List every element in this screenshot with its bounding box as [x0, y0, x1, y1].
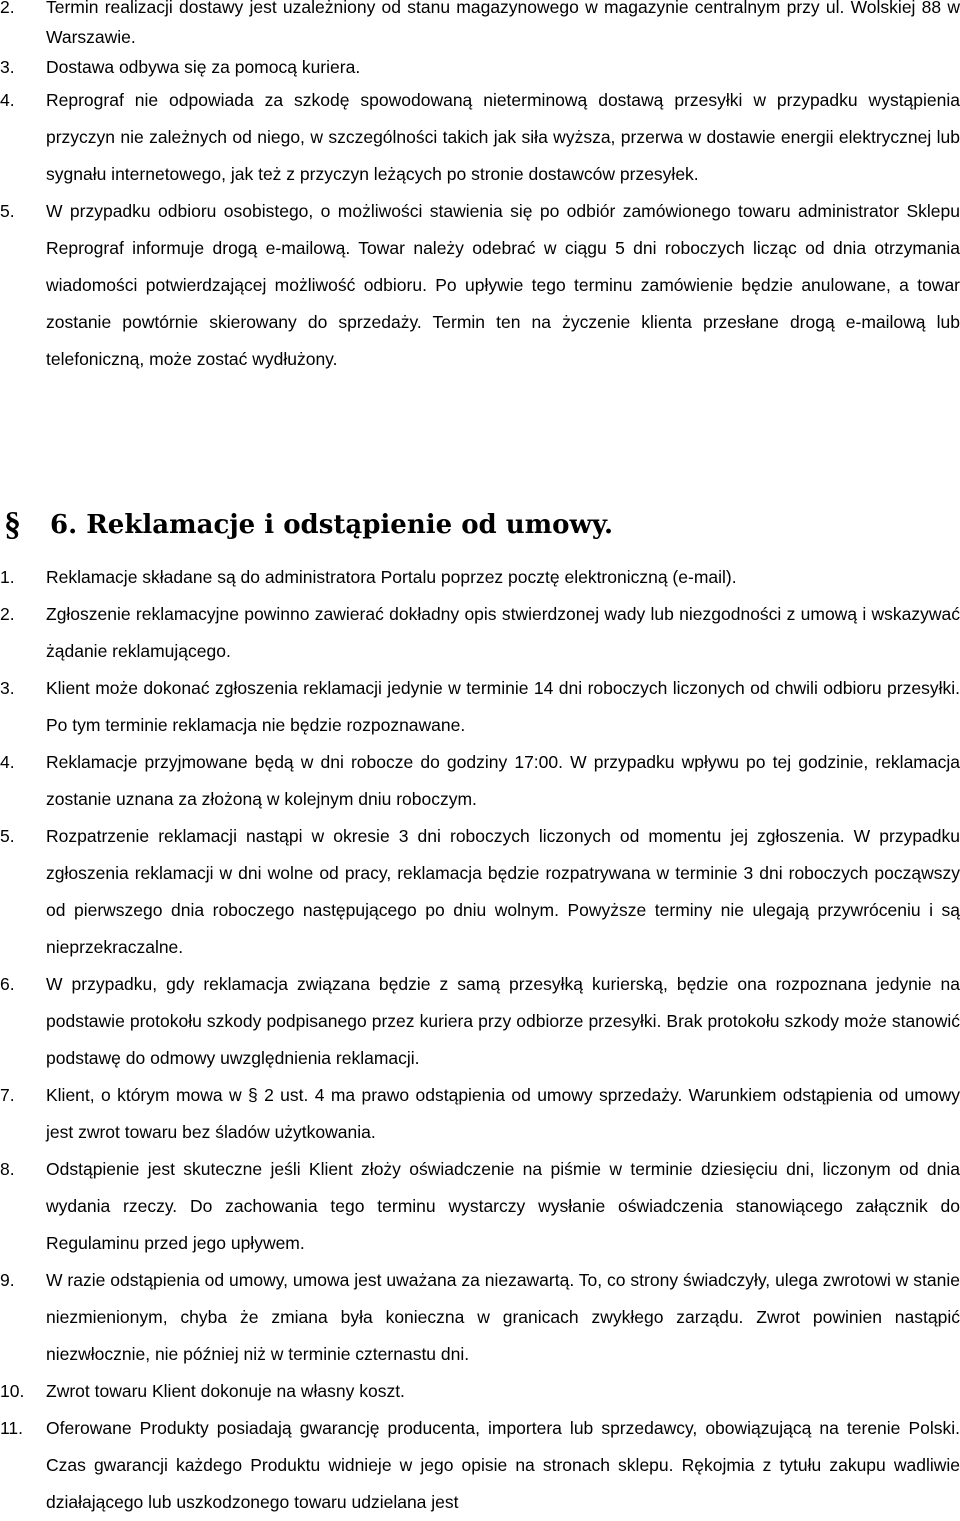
item-text: Klient, o którym mowa w § 2 ust. 4 ma prawo odstąpienia od umowy sprzedaży. Warunkiem odstąpienia od umowy jest zwrot towaru bez śladów użytkowania. — [46, 1085, 960, 1142]
item-text: Termin realizacji dostawy jest uzależniony od stanu magazynowego w magazynie centralnym przy ul. Wolskiej 88 w Warszawie. — [46, 0, 960, 47]
item-text: Oferowane Produkty posiadają gwarancję producenta, importera lub sprzedawcy, obowiązującą na terenie Polski. Czas gwarancji każdego Produktu widnieje w jego opisie na stronach sklepu. Rękojmia z tytułu zakupu wadliwie działającego lub uszkodzonego towaru udzielana jest — [46, 1418, 960, 1512]
section-title: 6. Reklamacje i odstąpienie od umowy. — [50, 510, 614, 540]
item-text: Klient może dokonać zgłoszenia reklamacji jedynie w terminie 14 dni roboczych liczonych od chwili odbioru przesyłki. Po tym terminie reklamacja nie będzie rozpoznawane. — [46, 678, 960, 735]
list-item — [0, 1262, 960, 1373]
item-text: W razie odstąpienia od umowy, umowa jest uważana za niezawartą. To, co strony świadczyły, ulega zwrotowi w stanie niezmienionym, chyba że zmiana była konieczna w granicach zwykłego zarządu. Zwrot powinien nastąpić niezwłocznie, nie później niż w terminie czternastu dni. — [46, 1270, 960, 1364]
item-number: 7. — [0, 1085, 15, 1105]
list-item — [0, 596, 960, 670]
item-text: Reprograf nie odpowiada za szkodę spowodowaną nieterminową dostawą przesyłki w przypadku wystąpienia przyczyn nie zależnych od niego, w szczególności takich jak siła wyższa, przerwa w dostawie energii elektrycznej lub sygnału internetowego, jak też z przyczyn leżących po stronie dostawców przesyłek. — [46, 90, 960, 184]
list-item — [0, 1373, 960, 1410]
list-item — [0, 559, 960, 596]
item-text: Reklamacje składane są do administratora Portalu poprzez pocztę elektroniczną (e-mail). — [46, 567, 737, 587]
complaints-list — [0, 559, 960, 1521]
list-item — [0, 1410, 960, 1521]
item-text: Rozpatrzenie reklamacji nastąpi w okresie 3 dni roboczych liczonych od momentu jej zgłoszenia. W przypadku zgłoszenia reklamacji w dni wolne od pracy, reklamacja będzie rozpatrywana w terminie 3 dni roboczych począwszy od pierwszego dnia roboczego następującego po dniu wolnym. Powyższe terminy nie ulegają przywróceniu i są nieprzekraczalne. — [46, 826, 960, 957]
item-number: 8. — [0, 1159, 15, 1179]
item-number: 11. — [0, 1418, 24, 1438]
list-item — [0, 1077, 960, 1151]
list-item — [0, 82, 960, 193]
item-text: Zgłoszenie reklamacyjne powinno zawierać dokładny opis stwierdzonej wady lub niezgodności z umową i wskazywać żądanie reklamującego. — [46, 604, 960, 661]
item-number: 2. — [0, 604, 15, 624]
item-number: 5. — [0, 201, 15, 221]
item-number: 3. — [0, 57, 15, 77]
item-number: 10. — [0, 1381, 25, 1401]
item-text: W przypadku odbioru osobistego, o możliwości stawienia się po odbiór zamówionego towaru administrator Sklepu Reprograf informuje drogą e-mailową. Towar należy odebrać w ciągu 5 dni roboczych licząc od dnia otrzymania wiadomości potwierdzającej możliwość odbioru. Po upływie tego terminu zamówienie będzie anulowane, a towar zostanie powtórnie skierowany do sprzedaży. Termin ten na życzenie klienta przesłane drogą e-mailową lub telefoniczną, może zostać wydłużony. — [46, 201, 960, 369]
item-text: W przypadku, gdy reklamacja związana będzie z samą przesyłką kurierską, będzie ona rozpoznana jedynie na podstawie protokołu szkody podpisanego przez kuriera przy odbiorze przesyłki. Brak protokołu szkody może stanowić podstawę do odmowy uwzględnienia reklamacji. — [46, 974, 960, 1068]
list-item — [0, 818, 960, 966]
item-number: 1. — [0, 567, 15, 587]
item-text: Reklamacje przyjmowane będą w dni robocze do godziny 17:00. W przypadku wpływu po tej godzinie, reklamacja zostanie uznana za złożoną w kolejnym dniu roboczym. — [46, 752, 960, 809]
item-number: 2. — [0, 0, 15, 17]
item-text: Dostawa odbywa się za pomocą kuriera. — [46, 57, 361, 77]
list-item — [0, 52, 960, 82]
list-item — [0, 1151, 960, 1262]
list-item — [0, 966, 960, 1077]
delivery-terms-list — [0, 0, 960, 378]
item-number: 9. — [0, 1270, 15, 1290]
item-number: 6. — [0, 974, 15, 994]
item-number: 4. — [0, 90, 15, 110]
item-text: Odstąpienie jest skuteczne jeśli Klient złoży oświadczenie na piśmie w terminie dziesięciu dni, liczonym od dnia wydania rzeczy. Do zachowania tego terminu wystarczy wysłanie oświadczenia stanowiącego załącznik do Regulaminu przed jego upływem. — [46, 1159, 960, 1253]
item-text: Zwrot towaru Klient dokonuje na własny koszt. — [46, 1381, 405, 1401]
section-sign-icon: § — [4, 506, 21, 543]
list-item — [0, 193, 960, 378]
item-number: 4. — [0, 752, 15, 772]
list-item — [0, 744, 960, 818]
list-item — [0, 0, 960, 52]
list-item — [0, 670, 960, 744]
item-number: 3. — [0, 678, 15, 698]
item-number: 5. — [0, 826, 15, 846]
section-heading — [0, 501, 960, 549]
